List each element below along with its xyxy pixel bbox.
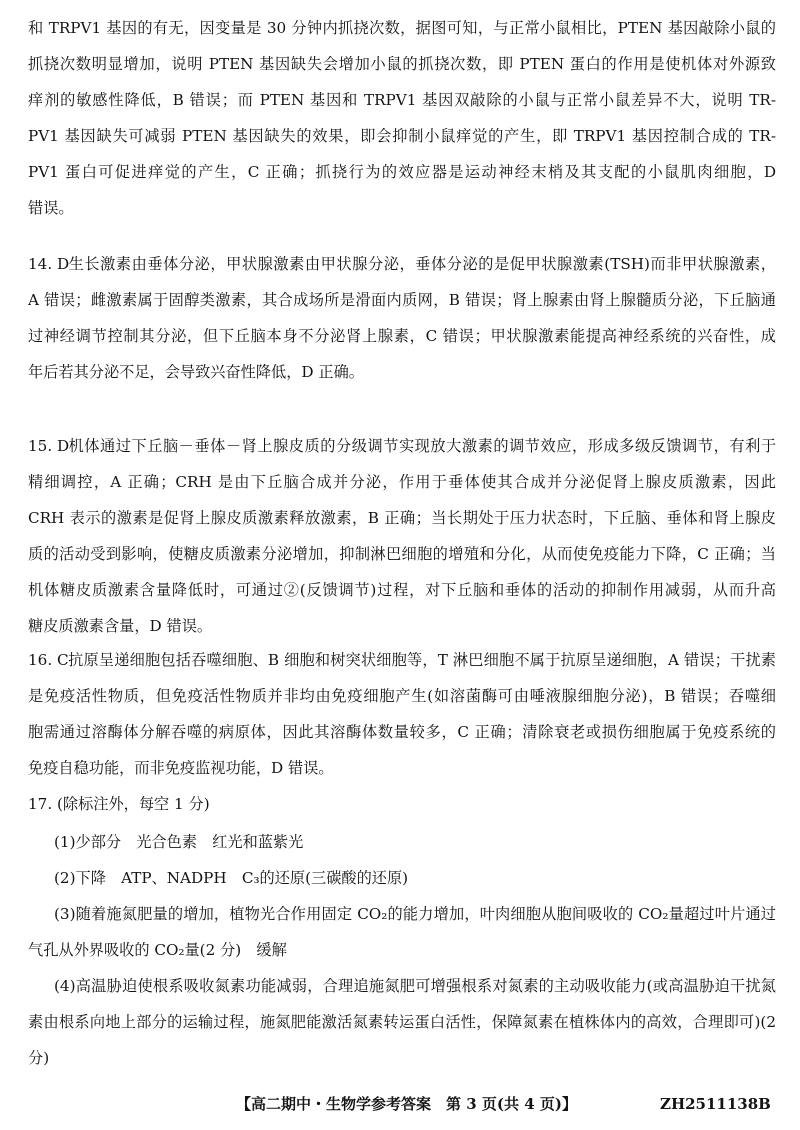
q17-sub2: (2)下降 ATP、NADPH C₃的还原(三碳酸的还原) — [54, 869, 409, 887]
q16-number: 16. C — [28, 651, 69, 669]
footer-code: ZH2511138B — [660, 1095, 771, 1113]
q15-line: 机体糖皮质激素含量降低时，可通过②(反馈调节)过程，对下丘脑和垂体的活动的抑制作用减弱，从而升高 — [28, 581, 776, 599]
q17-header: 17. (除标注外，每空 1 分) — [28, 795, 210, 813]
q17-block — [28, 790, 776, 1090]
q16-line: 是免疫活性物质，但免疫活性物质并非均由免疫细胞产生(如溶菌酶可由唾液腺细胞分泌)，B 错误；吞噬细 — [28, 687, 776, 705]
q17-sub4-line: 素由根系向地上部分的运输过程，施氮肥能激活氮素转运蛋白活性，保障氮素在植株体内的高效，合理即可)(2 — [28, 1013, 776, 1031]
q13-line: 痒剂的敏感性降低，B 错误；而 PTEN 基因和 TRPV1 基因双敲除的小鼠与正常小鼠差异不大，说明 TR- — [28, 91, 776, 109]
q15-number: 15. D — [28, 437, 70, 455]
q15-line: CRH 表示的激素是促肾上腺皮质激素释放激素，B 正确；当长期处于压力状态时，下丘脑、垂体和肾上腺皮 — [28, 509, 776, 527]
q13-line: 抓挠次数明显增加，说明 PTEN 基因缺失会增加小鼠的抓挠次数，即 PTEN 蛋白的作用是使机体对外源致 — [28, 55, 776, 73]
q13-line: PV1 基因缺失可减弱 PTEN 基因缺失的效果，即会抑制小鼠痒觉的产生，即 TRPV1 基因控制合成的 TR- — [28, 127, 776, 145]
q15-line: 糖皮质激素含量，D 错误。 — [28, 617, 213, 635]
q17-sub3-line: (3)随着施氮肥量的增加，植物光合作用固定 CO₂的能力增加，叶肉细胞从胞间吸收的 CO₂量超过叶片通过 — [54, 905, 776, 923]
q17-sub4-line: 分) — [28, 1049, 50, 1067]
q15-line: 质的活动受到影响，使糖皮质激素分泌增加，抑制淋巴细胞的增殖和分化，从而使免疫能力下降，C 正确；当 — [28, 545, 776, 563]
q17-sub3-line: 气孔从外界吸收的 CO₂量(2 分) 缓解 — [28, 941, 287, 959]
footer-title: 【高二期中・生物学参考答案 第 3 页(共 4 页)】 — [236, 1095, 577, 1113]
q16-line: 抗原呈递细胞包括吞噬细胞、B 细胞和树突状细胞等，T 淋巴细胞不属于抗原呈递细胞，A 错误；干扰素 — [68, 651, 776, 669]
q14-line: A 错误；雌激素属于固醇类激素，其合成场所是滑面内质网，B 错误；肾上腺素由肾上腺髓质分泌，下丘脑通 — [28, 291, 776, 309]
q13-line: 错误。 — [28, 199, 74, 217]
q14-line: 生长激素由垂体分泌，甲状腺激素由甲状腺分泌，垂体分泌的是促甲状腺激素(TSH)而非甲状腺激素， — [68, 255, 776, 273]
q14-first-line — [28, 250, 776, 278]
q17-sub4-line: (4)高温胁迫使根系吸收氮素功能减弱，合理追施氮肥可增强根系对氮素的主动吸收能力(或高温胁迫干扰氮 — [54, 977, 776, 995]
page-footer — [0, 1092, 800, 1116]
q13-line: PV1 蛋白可促进痒觉的产生，C 正确；抓挠行为的效应器是运动神经末梢及其支配的小鼠肌肉细胞，D — [28, 163, 776, 181]
q16-line: 胞需通过溶酶体分解吞噬的病原体，因此其溶酶体数量较多，C 正确；清除衰老或损伤细胞属于免疫系统的 — [28, 723, 776, 741]
q13-line: 和 TRPV1 基因的有无，因变量是 30 分钟内抓挠次数，据图可知，与正常小鼠相比，PTEN 基因敲除小鼠的 — [28, 19, 776, 37]
q15-line: 机体通过下丘脑－垂体－肾上腺皮质的分级调节实现放大激素的调节效应，形成多级反馈调节，有利于 — [68, 437, 776, 455]
q14-number: 14. D — [28, 255, 70, 273]
q13-block — [28, 14, 776, 217]
q15-line: 精细调控，A 正确；CRH 是由下丘脑合成并分泌，作用于垂体使其合成并分泌促肾上腺皮质激素，因此 — [28, 473, 776, 491]
q14-block — [28, 250, 776, 400]
q16-first-line — [28, 646, 776, 674]
q14-line: 年后若其分泌不足，会导致兴奋性降低，D 正确。 — [28, 363, 364, 381]
q15-first-line — [28, 432, 776, 460]
q16-block — [28, 646, 776, 796]
q14-line: 过神经调节控制其分泌，但下丘脑本身不分泌肾上腺素，C 错误；甲状腺激素能提高神经系统的兴奋性，成 — [28, 327, 776, 345]
q15-block — [28, 432, 776, 652]
q16-line: 免疫自稳功能，而非免疫监视功能，D 错误。 — [28, 759, 334, 777]
q17-sub1: (1)少部分 光合色素 红光和蓝紫光 — [54, 833, 304, 851]
